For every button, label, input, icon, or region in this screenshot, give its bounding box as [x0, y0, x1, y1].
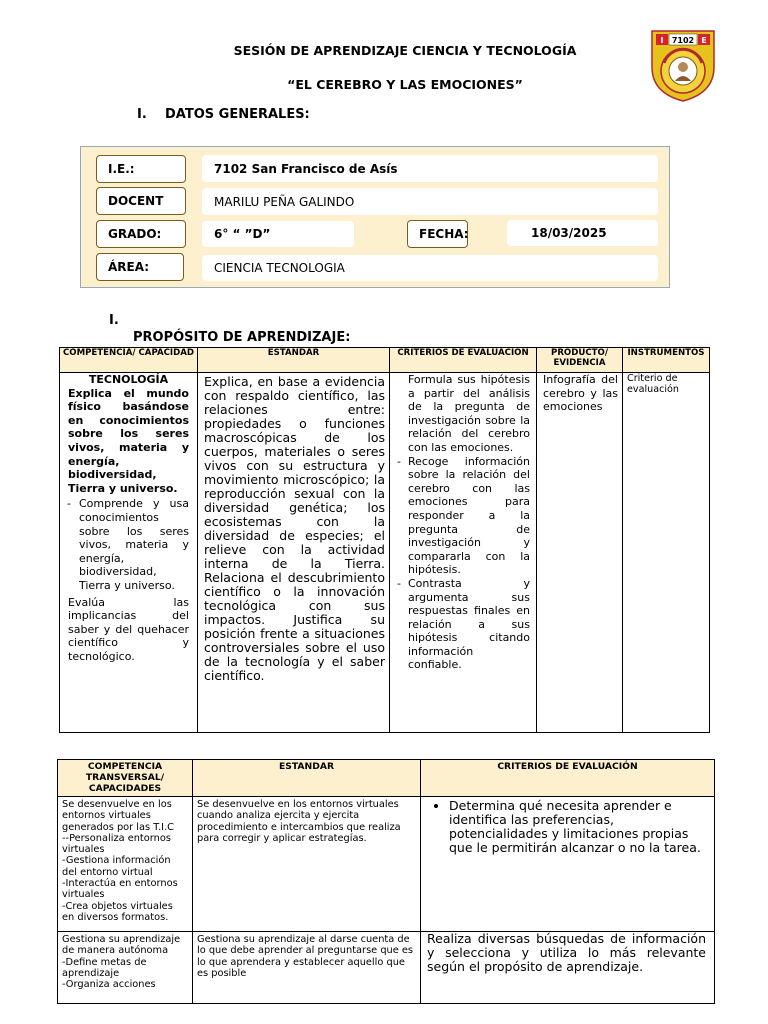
- list-item: -Organiza acciones: [62, 979, 156, 991]
- section-purpose-heading: PROPÓSITO DE APRENDIZAJE:: [133, 330, 351, 345]
- column-header: INSTRUMENTOS: [623, 348, 710, 373]
- competencia-heading: TECNOLOGÍA: [88, 373, 169, 386]
- document-subtitle: “EL CEREBRO Y LAS EMOCIONES”: [287, 77, 523, 92]
- column-header: CRITERIOS DE EVALUACIÓN: [421, 760, 715, 797]
- fecha-value: 18/03/2025: [507, 220, 658, 246]
- list-item: • Determina qué necesita aprender e identifica las preferencias, potencialidades y limitaciones propias que le permitirán alcanzar o no la tarea.: [449, 799, 710, 855]
- logo-letter-right: E: [701, 36, 707, 45]
- instrumento-cell: Criterio de evaluación: [623, 373, 710, 733]
- column-header: ESTANDAR: [198, 348, 390, 373]
- column-header: COMPETENCIA TRANSVERSAL/ CAPACIDADES: [58, 760, 193, 797]
- transversal-criterio-cell: Realiza diversas búsquedas de información y selecciona y utiliza lo más relevante según el propósito de aprendizaje.: [421, 932, 715, 1004]
- column-header: ESTANDAR: [193, 760, 421, 797]
- competencia-cell: [60, 373, 198, 733]
- docent-value: MARILU PEÑA GALINDO: [202, 188, 658, 215]
- section-general-heading: [137, 107, 310, 122]
- table-row: [58, 797, 715, 932]
- table-header-row: [60, 348, 710, 373]
- column-header: PRODUCTO/ EVIDENCIA: [537, 348, 623, 373]
- general-data-panel: [80, 146, 670, 288]
- transversal-criterio-cell: [421, 797, 715, 932]
- competencia-extra: Evalúa las implicancias del saber y del quehacer científico y tecnológico.: [68, 595, 189, 663]
- transversal-table: [57, 759, 715, 1004]
- area-value: CIENCIA TECNOLOGIA: [202, 255, 658, 281]
- purpose-table: [59, 347, 710, 733]
- fecha-label: FECHA:: [407, 220, 468, 248]
- criterio-first: Formula sus hipótesis a partir del análisis de la pregunta de investigación sobre la relación del cerebro con las emociones.: [408, 373, 530, 454]
- table-header-row: [58, 760, 715, 797]
- section-title: DATOS GENERALES:: [165, 107, 310, 122]
- logo-letter-left: I: [660, 36, 664, 45]
- document-title: SESIÓN DE APRENDIZAJE CIENCIA Y TECNOLOGÍA: [233, 43, 577, 58]
- ie-value: 7102 San Francisco de Asís: [202, 155, 658, 182]
- grado-label: GRADO:: [96, 220, 186, 248]
- transversal-estandar-cell: Gestiona su aprendizaje al darse cuenta de lo que debe aprender al preguntarse que es lo que aprendera y establecer aquello que es posible: [193, 932, 421, 1004]
- competencia-statement: Explica el mundo físico basándose en conocimientos sobre los seres vivos, materia y energía, biodiversidad, Tierra y universo.: [68, 386, 189, 495]
- table-row: [60, 373, 710, 733]
- column-header: COMPETENCIA/ CAPACIDAD: [60, 348, 198, 373]
- section-number: I.: [109, 313, 119, 328]
- list-item: --Personaliza entornos virtuales: [62, 832, 171, 856]
- table-row: [58, 932, 715, 1004]
- list-item: Gestiona su aprendizaje de manera autónoma: [62, 934, 181, 957]
- list-item: -Crea objetos virtuales en diversos formatos.: [62, 900, 173, 923]
- ie-label: I.E.:: [96, 155, 186, 183]
- list-item: -Define metas de aprendizaje: [62, 956, 147, 979]
- producto-cell: Infografía del cerebro y las emociones: [537, 373, 623, 733]
- section-number: I.: [137, 107, 147, 122]
- list-item: Se desenvuelve en los entornos virtuales generados por las T.I.C: [62, 799, 175, 833]
- list-item: - Comprende y usa conocimientos sobre los seres vivos, materia y energía, biodiversidad, Tierra y universo.: [62, 497, 195, 592]
- list-item: -Gestiona información del entorno virtual: [62, 855, 171, 878]
- transversal-competencia-cell: [58, 932, 193, 1004]
- docent-label: DOCENT: [96, 187, 186, 215]
- list-item: -Interactúa en entornos virtuales: [62, 878, 178, 901]
- logo-number: 7102: [671, 36, 695, 45]
- list-item: - Contrasta y argumenta sus respuestas finales en relación a sus hipótesis citando información confiable.: [394, 577, 530, 672]
- estandar-cell: Explica, en base a evidencia con respaldo científico, las relaciones entre: propiedades o funciones macroscópicas de los cuerpos, materiales o seres vivos con su estructura y movimiento microscópico; la reproducción sexual con la diversidad genética; los ecosistemas con la diversidad de especies; el relieve con la actividad interna de la Tierra. Relaciona el descubrimiento científico o la innovación tecnológica con sus impactos. Justifica su posición frente a situaciones controversiales sobre el uso de la tecnología y el saber científico.: [198, 373, 390, 733]
- school-logo: [648, 27, 718, 103]
- column-header: CRITERIOS DE EVALUACION: [390, 348, 537, 373]
- transversal-estandar-cell: Se desenvuelve en los entornos virtuales cuando analiza ejercita y ejercita procedimiento e intercambios que realiza para corregir y aplicar estrategías.: [193, 797, 421, 932]
- area-label: ÁREA:: [96, 253, 184, 281]
- list-item: - Recoge información sobre la relación del cerebro con las emociones para responder a la pregunta de investigación y compararla con la hipótesis.: [394, 455, 530, 577]
- criterios-cell: [390, 373, 537, 733]
- transversal-competencia-cell: [58, 797, 193, 932]
- grado-value: 6° “ ”D”: [202, 221, 354, 247]
